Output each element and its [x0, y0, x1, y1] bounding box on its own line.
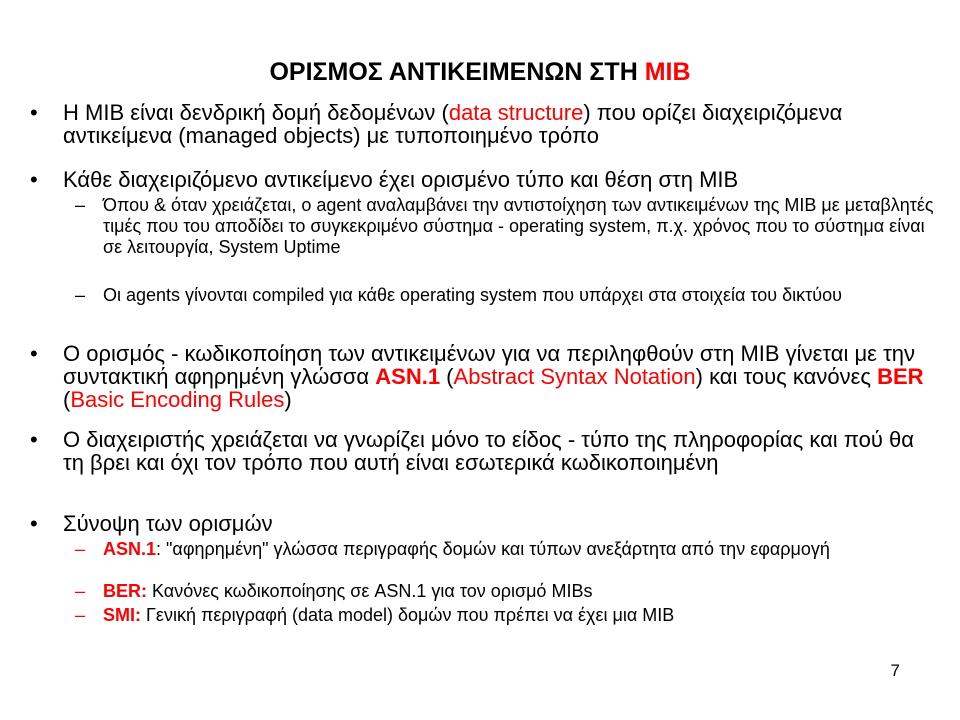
bullet-2-sub-2 [75, 285, 935, 306]
dash-marker: – [75, 581, 86, 601]
bullet-2-sub-2-text: Οι agents γίνονται compiled για κάθε operating system που υπάρχει στα στοιχεία του δικτύου [103, 285, 842, 305]
summary-ber-rest: Κανόνες κωδικοποίησης σε ASN.1 για τον ορισμό MIBs [147, 581, 593, 601]
bullet-3-part3: ) και τους κανόνες [695, 364, 878, 389]
title-prefix: ΟΡΙΣΜΟΣ ΑΝΤΙΚΕΙΜΕΝΩΝ ΣΤΗ [269, 58, 645, 86]
bullet-2-text: Κάθε διαχειριζόμενο αντικείμενο έχει ορισμένο τύπο και θέση στη MIB [63, 167, 739, 192]
bullet-3-part4: ( [63, 387, 71, 412]
bullet-3 [30, 342, 940, 411]
dash-marker: – [75, 605, 86, 625]
summary-asn1-text [103, 539, 935, 560]
slide-title [0, 54, 960, 90]
summary-ber-label: BER: [103, 581, 147, 601]
bullet-marker: • [30, 100, 38, 125]
asn-label: ASN.1 [375, 364, 441, 389]
bullet-4-text: Ο διαχειριστής χρειάζεται να γνωρίζει μόνο το είδος - τύπο της πληροφορίας και πού θα τη βρει και όχι τον τρόπο που αυτή είναι εσωτερικά κωδικοποιημένη [63, 427, 914, 475]
summary-asn1-label: ASN.1 [103, 539, 157, 559]
summary-asn1 [75, 539, 935, 560]
bullet-1-text [63, 101, 940, 147]
bullet-marker: • [30, 341, 38, 366]
bullet-3-part2: ( [440, 364, 454, 389]
bullet-2 [30, 168, 940, 191]
summary-smi-label: SMI: [103, 605, 141, 625]
ber-label: BER [877, 364, 924, 389]
summary-ber-text [103, 581, 935, 602]
bullet-5-text: Σύνοψη των ορισμών [63, 511, 273, 536]
summary-smi-text [103, 605, 935, 626]
bullet-4 [30, 428, 940, 474]
bullet-marker: • [30, 167, 38, 192]
title-highlight: MIB [644, 58, 691, 86]
page-number: 7 [890, 661, 900, 680]
asn-full-name: Abstract Syntax Notation [453, 364, 696, 389]
bullet-2-sub-1-text: Όπου & όταν χρειάζεται, ο agent αναλαμβάνει την αντιστοίχηση των αντικειμένων της MIB με μεταβλητές τιμές που του αποδίδει το συγκεκριμένο σύστημα - operating system, π.χ. χρόνος που το σύστημα είναι σε λειτουργία, System Uptime [103, 195, 934, 257]
dash-marker: – [75, 195, 86, 215]
summary-smi [75, 605, 935, 626]
bullet-1 [30, 101, 940, 147]
summary-ber [75, 581, 935, 602]
bullet-3-text [63, 342, 940, 411]
bullet-3-part1: Ο ορισμός - κωδικοποίηση των αντικειμένων για να περιληφθούν στη MIB γίνεται με την συντακτική αφηρημένη γλώσσα [63, 341, 915, 389]
bullet-1-after: ) που ορίζει διαχειριζόμενα αντικείμενα (managed objects) με τυποποιημένο τρόπο [63, 100, 843, 148]
bullet-1-highlight: data structure [448, 100, 584, 125]
bullet-1-before: Η MIB είναι δενδρική δομή δεδομένων ( [63, 100, 449, 125]
summary-smi-rest: Γενική περιγραφή (data model) δομών που πρέπει να έχει μια MIB [141, 605, 675, 625]
summary-asn1-rest: : "αφηρημένη" γλώσσα περιγραφής δομών και τύπων ανεξάρτητα από την εφαρμογή [156, 539, 830, 559]
dash-marker: – [75, 539, 86, 559]
bullet-marker: • [30, 511, 38, 536]
ber-full-name: Basic Encoding Rules [70, 387, 285, 412]
bullet-marker: • [30, 427, 38, 452]
bullet-5 [30, 512, 940, 535]
bullet-3-part5: ) [284, 387, 292, 412]
bullet-2-sub-1 [75, 195, 935, 258]
dash-marker: – [75, 285, 86, 305]
